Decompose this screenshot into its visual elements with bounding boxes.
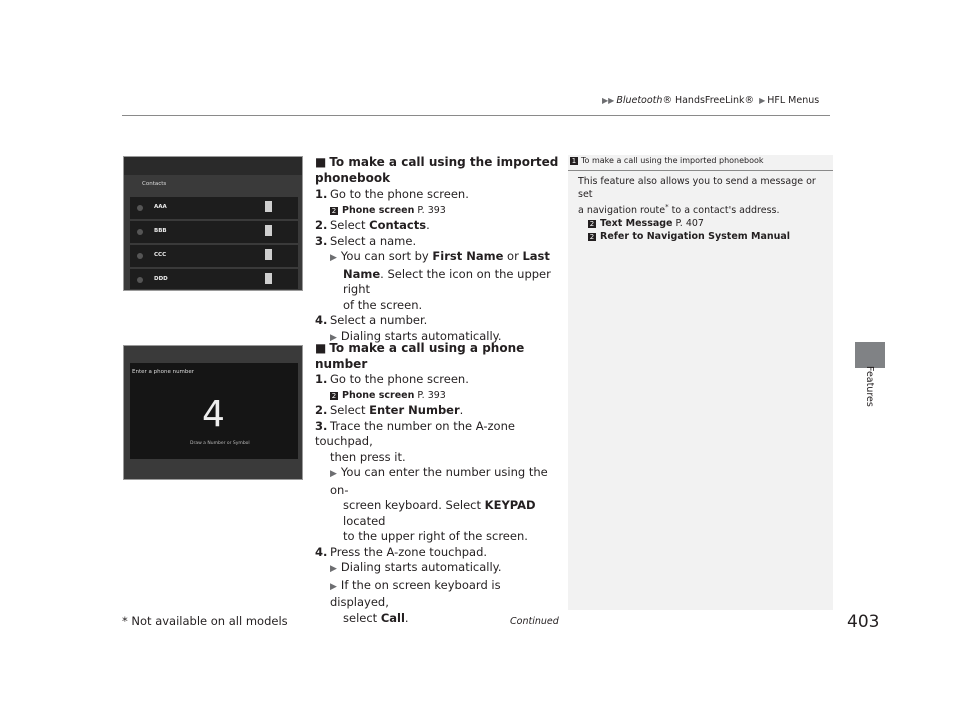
side-note-body: This feature also allows you to send a message or set a navigation route* to a contact's address. 2 Text Message P. 407 2 Refer to Navigation System Manual [578,175,830,243]
screenshot-draw-hint: Draw a Number or Symbol [190,441,250,446]
step-4-note: ▶ Dialing starts automatically. [330,560,502,574]
step-3-line2: then press it. [330,449,406,464]
contact-name: CCC [154,252,167,258]
breadcrumb-bluetooth: Bluetooth [616,95,663,106]
contact-row [130,221,298,243]
page-number: 403 [847,612,880,632]
step-4: 4. Select a number. [315,313,428,327]
continued-label: Continued [510,616,559,627]
square-bullet-icon: ■ [315,341,327,355]
step-1: 1. Go to the phone screen. [315,187,469,201]
step-3: 3. Select a name. [315,233,417,248]
arrow-bullet-icon: ▶ [330,581,337,592]
heading-text: To make a call using a phone number [315,341,525,371]
contact-dot-icon [137,205,143,211]
step-3-note: ▶ You can sort by First Name or Last [330,249,550,263]
step-3-note: ▶ You can enter the number using the on- [330,465,548,497]
contact-row [130,245,298,267]
footnote: * Not available on all models [122,614,288,628]
contact-name: AAA [154,204,167,210]
contacts-screenshot [123,156,303,291]
section-tab-label: Features [864,366,875,407]
side-note-divider [568,170,833,171]
arrow-bullet-icon: ▶ [330,469,337,479]
step-1: 1. Go to the phone screen. [315,372,469,386]
contact-dot-icon [137,229,143,235]
reference-icon: 2 [331,206,337,215]
contact-dot-icon [137,253,143,259]
phone-type-icon [265,201,272,212]
phone-type-icon [265,225,272,236]
breadcrumb [600,95,819,106]
section-tab-marker [855,342,885,368]
step-2: 2. Select Contacts. [315,218,430,232]
step-2: 2. Select Enter Number. [315,403,464,417]
breadcrumb-hfl-menus: HFL Menus [767,95,820,106]
step-4: 4. Press the A-zone touchpad. [315,544,488,559]
text-message-reference[interactable]: 2 Text Message P. 407 [589,218,704,230]
square-bullet-icon: ■ [315,155,327,169]
step-3-note-line3: to the upper right of the screen. [343,529,528,543]
reference-icon: 2 [589,233,595,242]
screenshot-contacts-title: Contacts [142,181,167,187]
side-note-heading: 1 To make a call using the imported phonebook [571,156,764,165]
navigation-manual-reference[interactable]: 2 Refer to Navigation System Manual [589,231,791,243]
contact-dot-icon [137,277,143,283]
phone-screen-reference[interactable]: 2 Phone screen P. 393 [331,389,446,401]
step-3-note-line2: Name. Select the icon on the upper right [343,266,551,296]
arrow-bullet-icon: ▶ [330,253,337,263]
step-3: 3. Trace the number on the A-zone touchpad, [315,418,515,448]
arrow-bullet-icon: ▶ [330,564,337,574]
contact-name: DDD [154,276,168,282]
reference-icon: 2 [331,391,337,400]
screenshot-topbar [124,157,302,175]
note-number-icon: 1 [571,157,577,165]
header-divider [122,115,830,116]
section-heading [315,341,560,372]
phone-number-screenshot [123,345,303,480]
section-heading [315,155,560,186]
heading-text: To make a call using the imported phonebook [315,155,559,185]
section-imported-phonebook [315,155,560,346]
reference-icon: 2 [589,220,595,229]
step-4-note-2: ▶ If the on screen keyboard is displayed, [330,577,501,609]
step-3-note-line2: screen keyboard. Select KEYPAD located [343,498,536,528]
screenshot-drawn-digit: 4 [202,394,225,435]
phone-type-icon [265,273,272,284]
contact-name: BBB [154,228,167,234]
section-phone-number [315,341,560,626]
contact-row [130,269,298,289]
screenshot-enter-number-title: Enter a phone number [132,369,195,375]
step-4-note: ▶ Dialing starts automatically. [330,328,502,343]
arrow-bullet-icon: ▶ [330,332,337,343]
contact-row [130,197,298,219]
phone-screen-reference[interactable]: 2 Phone screen P. 393 [331,204,446,216]
breadcrumb-arrow-icon: ▶▶ [602,96,615,105]
phone-type-icon [265,249,272,260]
step-4-note-2-line2: select Call. [343,610,409,625]
breadcrumb-hfl-suffix: ® HandsFreeLink® [662,95,755,106]
step-3-note-line3: of the screen. [343,297,423,312]
breadcrumb-arrow-icon: ▶ [759,96,766,105]
